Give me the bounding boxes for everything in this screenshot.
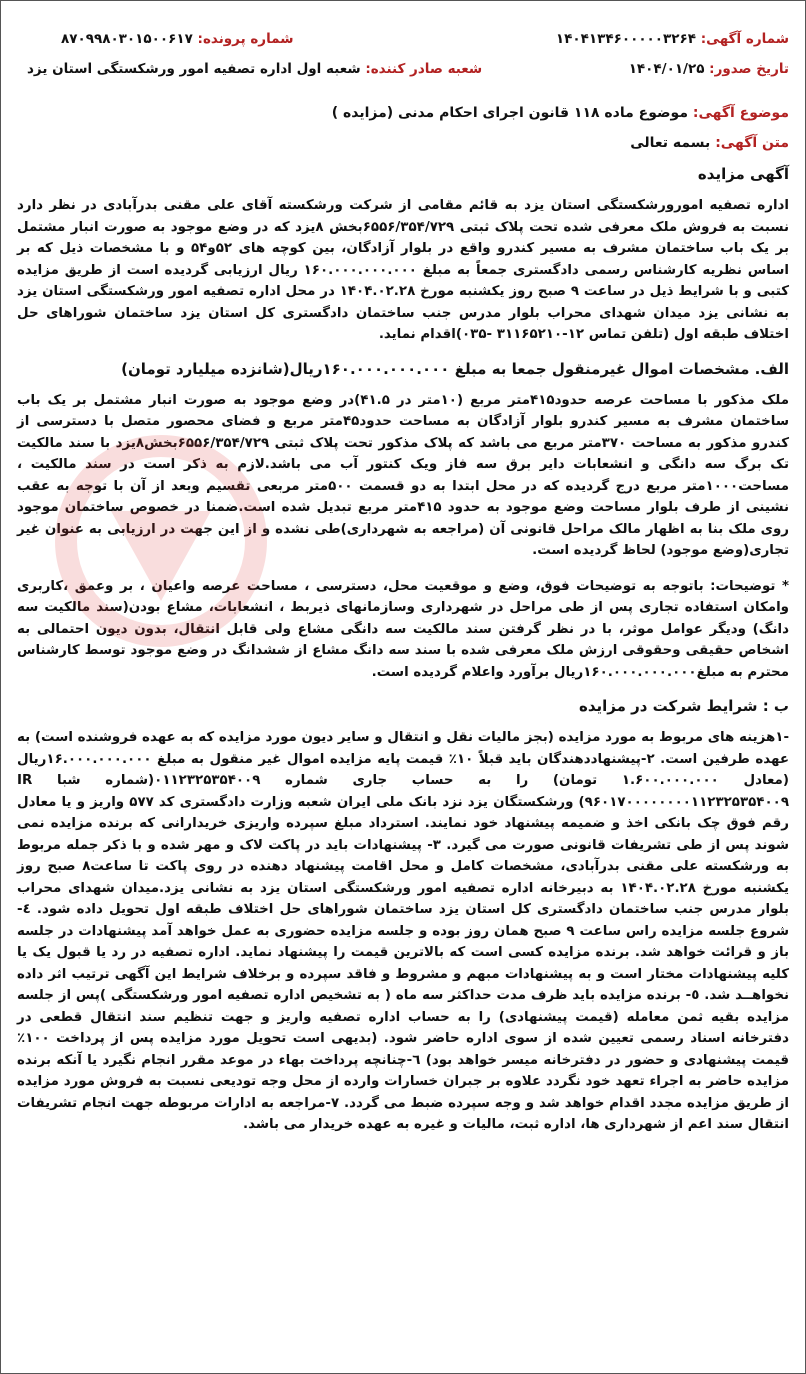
header-row-1 xyxy=(17,31,789,53)
notice-number xyxy=(556,31,789,53)
file-number-value: ۸۷۰۹۹۸۰۳۰۱۵۰۰۶۱۷ xyxy=(61,31,193,47)
file-number xyxy=(61,31,293,53)
issue-date xyxy=(629,61,789,83)
subject-line xyxy=(17,105,789,121)
section-b-title: ب : شرایط شرکت در مزایده xyxy=(578,697,789,715)
subject-label: موضوع آگهی: xyxy=(692,105,789,121)
subject-value: موضوع ماده ۱۱۸ قانون اجرای احکام مدنی (مزایده ) xyxy=(331,105,688,121)
issue-date-value: ۱۴۰۴/۰۱/۲۵ xyxy=(628,61,705,77)
text-label: متن آگهی: xyxy=(715,135,789,151)
notice-number-label: شماره آگهی: xyxy=(700,31,789,47)
notice-title: آگهی مزایده xyxy=(697,165,789,183)
file-number-label: شماره پرونده: xyxy=(197,31,294,47)
issuer-label: شعبه صادر کننده: xyxy=(365,61,483,77)
issue-date-label: تاریخ صدور: xyxy=(709,61,789,77)
text-line xyxy=(17,135,789,151)
issuer xyxy=(27,61,482,83)
bismillah: بسمه تعالی xyxy=(630,135,711,151)
header-row-2 xyxy=(17,61,789,83)
notice-number-value: ۱۴۰۴۱۳۴۶۰۰۰۰۰۳۲۶۴ xyxy=(555,31,696,47)
intro-paragraph: اداره تصفیه امورورشکستگی استان یزد به قائم مقامی از شرکت ورشکسته آقای علی مقنی بدرآبادی در نظر دارد نسبت به فروش ملک معرفی شده تحت پلاک ثبتی ۶۵۵۶/۳۵۴/۷۲۹بخش ۸یزد که در وضع موجود به صورت انبار مشتمل بر یک باب ساختمان مشرف به مسیر کندرو واقع در بلوار آزادگان، بین کوچه های ۵۲و۵۴ و با مشخصات ذیل که بر اساس نظریه کارشناس رسمی دادگستری جمعاً به مبلغ ۱۶۰.۰۰۰.۰۰۰.۰۰۰ ریال ارزیابی گردیده است از طریق مزایده کتبی و با شرایط ذیل در ساعت ۹ صبح روز یکشنبه مورخ ۱۴۰۴.۰۲.۲۸ در محل اداره تصفیه امور ورشکستگی استان یزد به نشانی یزد میدان شهدای محراب بلوار مدرس جنب ساختمان دادگستری کل استان یزد ساختمان شوراهای حل اختلاف طبقه اول (تلفن تماس ۱۲-۳۱۱۶۵۲۱۰ -۰۳۵)اقدام نماید. xyxy=(17,198,790,342)
notes-paragraph: * توضیحات: باتوجه به توضیحات فوق، وضع و موقعیت محل، دسترسی ، مساحت عرصه واعیان ، بر وعمق ،کاربری وامکان استفاده تجاری پس از طی مراحل در شهرداری وسازمانهای ذیربط ، انشعابات، مشاع بودن(سند مالکیت سه دانگ) ودیگر عوامل موثر، با در نظر گرفتن سند مالکیت سه دانگی مشاع ولی قابل انتقال، بدون دیون احتمالی به اشخاص حقیقی وحقوقی ارزش ملک معرفی شده با سند سه دانگ مشاع از ششدانگ در وضع موجود توسط کارشناس محترم به مبلغ۱۶۰.۰۰۰.۰۰۰.۰۰۰ریال برآورد واعلام گردیده است. xyxy=(17,578,789,680)
section-b-paragraph: -۱هزینه های مربوط به مورد مزایده (بجز مالیات نقل و انتقال و سایر دیون مورد مزایده که به عهده فروشنده است) به عهده طرفین است. ۲-پیشنهاددهندگان باید قبلاً ۱۰٪ قیمت پایه مزایده اموال غیر منقول به مبلغ ۱۶.۰۰۰.۰۰۰.۰۰۰ریال (معادل ۱.۶۰۰.۰۰۰.۰۰۰ تومان) را به حساب جاری شماره ۰۱۱۲۳۲۵۳۵۴۰۰۹(شماره شبا IR ۹۶۰۱۷۰۰۰۰۰۰۰۰۱۱۲۳۲۵۳۵۴۰۰۹) ورشکستگان یزد نزد بانک ملی ایران شعبه وزارت دادگستری کد ۵۷۷ واریز و یا معادل رقم فوق چک بانکی اخذ و ضمیمه پیشنهاد خود نمایند. استرداد مبلغ سپرده واریزی خریدارانی که برنده مزایده نمی شوند پس از طی تشریفات قانونی صورت می گیرد. ۳- پیشنهادات باید در پاکت لاک و مهر شده و با ذکر جمله مربوط به ورشکسته علی مقنی بدرآبادی، مشخصات کامل و محل اقامت پیشنهاد دهنده در روی پاکت تا ساعت۸ صبح روز یکشنبه مورخ ۱۴۰۴.۰۲.۲۸ به دبیرخانه اداره تصفیه امور ورشکستگی استان یزد به نشانی یزد.میدان شهدای محراب بلوار مدرس جنب ساختمان دادگستری کل استان یزد ساختمان شوراهای حل اختلاف طبقه اول تحویل داده شود. ٤-شروع جلسه مزایده راس ساعت ۹ صبح همان روز بوده و جلسه مزایده حضوری به عمل خواهد آمد پیشنهادات در جلسه باز و قرائت خواهد شد. برنده مزایده کسی است که بالاترین قیمت را پیشنهاد نماید. اداره تصفیه در رد یا قبول یک یا کلیه پیشنهادات مختار است و به پیشنهادات مبهم و مشروط و فاقد سپرده و برخلاف شرایط این آگهی ترتیب اثر داده نخواهــد شد. ٥- برنده مزایده باید ظرف مدت حداکثر سه ماه ( به تشخیص اداره تصفیه امور ورشکستگی )پس از جلسه مزایده بقیه ثمن معامله (قیمت پیشنهادی) را به حساب اداره تصفیه واریز و جهت تنظیم سند انتقال قطعی در دفترخانه اسناد رسمی تعیین شده از سوی اداره حاضر شود. (بدیهی است تحویل مورد مزایده پس از پرداخت ۱۰۰٪ قیمت پیشنهادی و حضور در دفترخانه میسر خواهد بود) ٦-چنانچه پرداخت بهاء در موعد مقرر انجام نگیرد یا آنکه برنده مزایده حاضر به اجراء تعهد خود نگردد علاوه بر جبران خسارات وارده از محل وجه تودیعی نسبت به فروش مورد مزایده از طریق مزایده مجدد اقدام خواهد شد و وجه سپرده ضبط می گردد. ۷-مراجعه به ادارات مربوطه جهت انجام تشریفات انتقال سند اعم از شهرداری ها، اداره ثبت، مالیات و غیره به عهده خریدار می باشد. xyxy=(17,730,789,1132)
section-a-title: الف. مشخصات اموال غیرمنقول جمعا به مبلغ ۱۶۰.۰۰۰.۰۰۰.۰۰۰ریال(شانزده میلیارد تومان) xyxy=(121,359,789,378)
issuer-value: شعبه اول اداره تصفیه امور ورشکستگی استان یزد xyxy=(27,61,361,77)
section-a-paragraph: ملک مذکور با مساحت عرصه حدود۴۱۵متر مربع (۱۰متر در ۴۱.۵)در وضع موجود به صورت انبار مشتمل بر یک باب ساختمان مشرف به مسیر کندرو بلوار آزادگان به مساحت حدود۴۵متر مربع و فضای محصور متصل با دسترسی از کندرو مذکور به مساحت ۳۷۰متر مربع می باشد که پلاک مذکور تحت پلاک ثبتی ۶۵۵۶/۳۵۴/۷۲۹بخش۸یزد با سند مالکیت تک برگ سه دانگی و انشعابات دایر برق سه فاز ویک کنتور آب می باشد.لازم به ذکر است در سند مالکیت ، مساحت۱۰۰۰متر مربع درج گردیده که در محل ابتدا به دو قسمت ۵۰۰متر مربعی تقسیم وبعد از آن با توجه به عقب نشینی از طرف بلوار مساحت وضع موجود به حدود ۴۱۵متر مربع تبدیل شده است.ضمنا در خصوص ساختمان موجود روی ملک بنا به اظهار مالک مراحل قانونی آن (مراجعه به شهرداری)طی نشده و از این جهت در ارزیابی به عنوان غیر تجاری(وضع موجود) لحاظ گردیده است. xyxy=(17,392,789,558)
